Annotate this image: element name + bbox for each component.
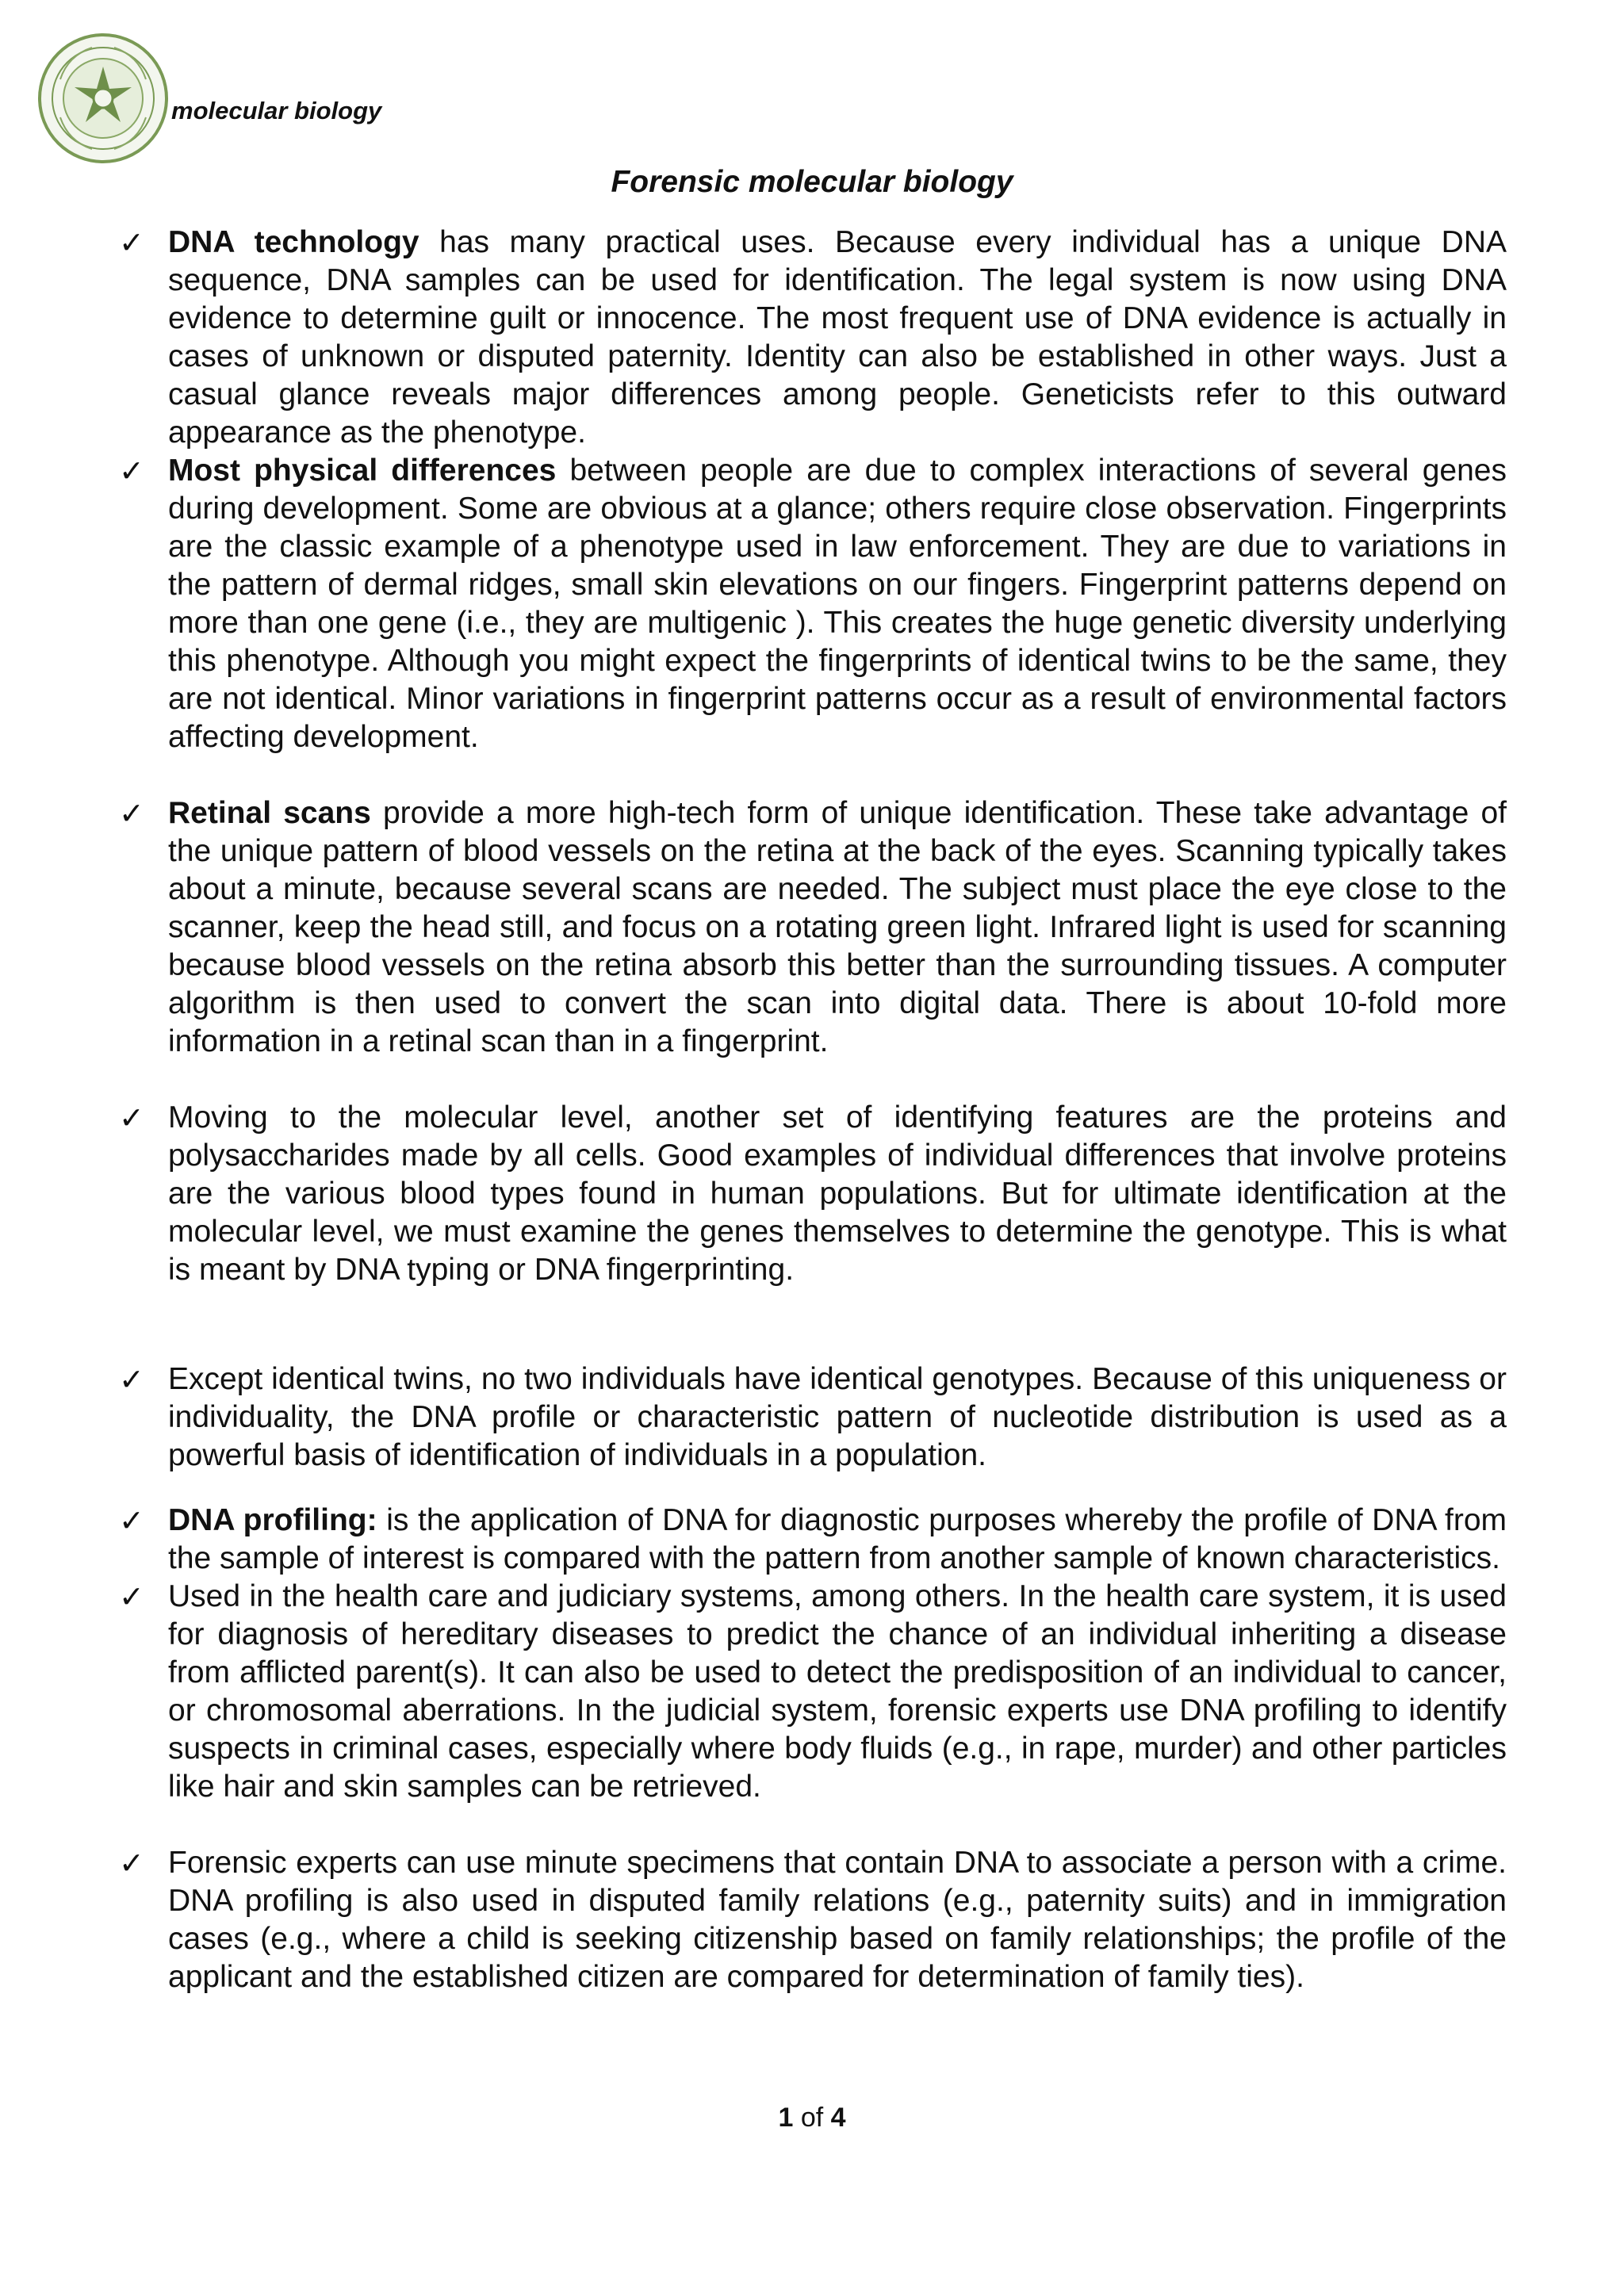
bullet-lead: Retinal scans — [168, 796, 371, 830]
bullet-lead: Most physical differences — [168, 453, 557, 488]
bullet-item-forensic-experts — [119, 1844, 1507, 1996]
bullet-text: is the application of DNA for diagnostic purposes whereby the profile of DNA from the sample of interest is compared with the pattern from another sample of known characteristics. — [168, 1503, 1507, 1575]
bullet-list — [119, 224, 1507, 1996]
bullet-text: has many practical uses. Because every individual has a unique DNA sequence, DNA samples can be used for identification. The legal system is now using DNA evidence to determine guilt or innocence. The most frequent use of DNA evidence is actually in cases of unknown or disputed paternity. Identity can also be established in other ways. Just a casual glance reveals major differences among people. Geneticists refer to this outward appearance as the phenotype. — [168, 225, 1507, 450]
check-icon: ✓ — [119, 1362, 144, 1397]
bullet-text: provide a more high-tech form of unique identification. These take advantage of the unique pattern of blood vessels on the retina at the back of the eyes. Scanning typically takes about a minute, because several scans are needed. The subject must place the eye close to the scanner, keep the head still, and focus on a rotating green light. Infrared light is used for scanning because blood vessels on the retina absorb this better than the surrounding tissues. A computer algorithm is then used to convert the scan into digital data. There is about 10-fold more information in a retinal scan than in a fingerprint. — [168, 796, 1507, 1058]
bullet-item-retinal-scans — [119, 794, 1507, 1061]
page-number — [0, 2103, 1624, 2133]
check-icon: ✓ — [119, 796, 144, 831]
page-title: Forensic molecular biology — [611, 165, 1013, 199]
bullet-lead: DNA technology — [168, 225, 419, 259]
bullet-text: Used in the health care and judiciary systems, among others. In the health care system, it is used for diagnosis of hereditary diseases to predict the chance of an individual inheriting a disease from afflicted parent(s). It can also be used to detect the predisposition of an individual to cancer, or chromosomal aberrations. In the judicial system, forensic experts use DNA profiling to identify suspects in criminal cases, especially where body fluids (e.g., in rape, murder) and other particles like hair and skin samples can be retrieved. — [168, 1579, 1507, 1804]
bullet-item-physical-differences — [119, 452, 1507, 756]
header-label: molecular biology — [171, 97, 382, 124]
check-icon: ✓ — [119, 1846, 144, 1881]
total-pages-number: 4 — [830, 2103, 846, 2133]
check-icon: ✓ — [119, 225, 144, 260]
check-icon: ✓ — [119, 1503, 144, 1538]
university-seal-icon — [36, 32, 170, 165]
bullet-text: between people are due to complex interactions of several genes during development. Some are obvious at a glance; others require close observation. Fingerprints are the classic example of a phenotype used in law enforcement. They are due to variations in the pattern of dermal ridges, small skin elevations on our fingers. Fingerprint patterns depend on more than one gene (i.e., they are multigenic ). This creates the huge genetic diversity underlying this phenotype. Although you might expect the fingerprints of identical twins to be the same, they are not identical. Minor variations in fingerprint patterns occur as a result of environmental factors affecting development. — [168, 453, 1507, 754]
bullet-item-identical-twins — [119, 1360, 1507, 1475]
current-page-number: 1 — [778, 2103, 794, 2133]
check-icon: ✓ — [119, 1579, 144, 1614]
bullet-text: Forensic experts can use minute specimens that contain DNA to associate a person with a crime. DNA profiling is also used in disputed family relations (e.g., paternity suits) and in immigration cases (e.g., where a child is seeking citizenship based on family relationships; the profile of the applicant and the established citizen are compared for determination of family ties). — [168, 1846, 1507, 1994]
bullet-item-dna-technology — [119, 224, 1507, 452]
bullet-item-health-judiciary — [119, 1578, 1507, 1806]
check-icon: ✓ — [119, 1100, 144, 1135]
bullet-item-molecular-level — [119, 1099, 1507, 1289]
page-of-label: of — [800, 2103, 824, 2133]
check-icon: ✓ — [119, 453, 144, 488]
bullet-item-dna-profiling — [119, 1502, 1507, 1578]
bullet-text: Except identical twins, no two individuals have identical genotypes. Because of this uniqueness or individuality, the DNA profile or characteristic pattern of nucleotide distribution is used as a powerful basis of identification of individuals in a population. — [168, 1362, 1507, 1472]
bullet-lead: DNA profiling: — [168, 1503, 377, 1537]
bullet-text: Moving to the molecular level, another set of identifying features are the proteins and polysaccharides made by all cells. Good examples of individual differences that involve proteins are the various blood types found in human populations. But for ultimate identification at the molecular level, we must examine the genes themselves to determine the genotype. This is what is meant by DNA typing or DNA fingerprinting. — [168, 1100, 1507, 1287]
